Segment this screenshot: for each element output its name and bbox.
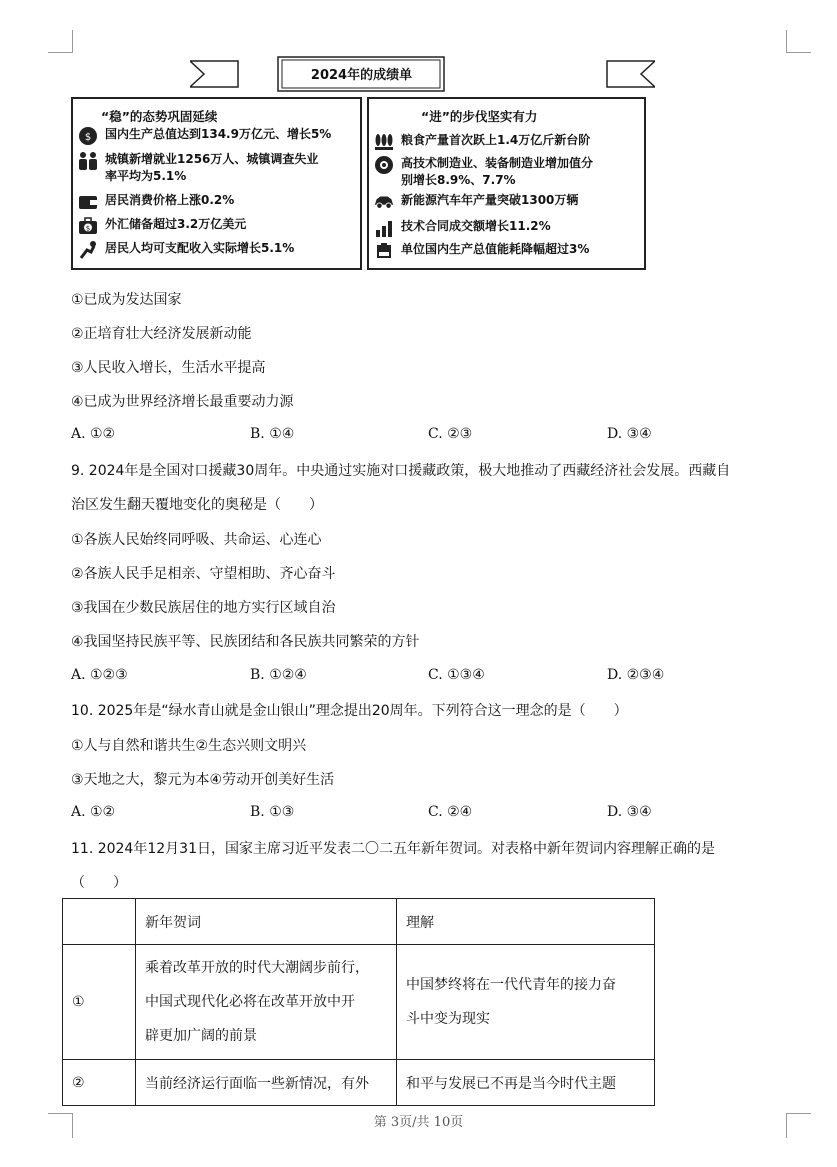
speech-cell: 乘着改革开放的时代大潮阔步前行， 中国式现代化必将在改革开放中开 辟更加广阔的前景 bbox=[136, 945, 397, 1060]
statement: ③我国在少数民族居住的地方实行区域自治 bbox=[71, 600, 336, 616]
statement: ③天地之大，黎元为本④劳动开创美好生活 bbox=[71, 772, 335, 788]
people-icon bbox=[77, 151, 99, 171]
statement: ①人与自然和谐共生②生态兴则文明兴 bbox=[71, 738, 307, 754]
statement: ④已成为世界经济增长最重要动力源 bbox=[71, 394, 294, 410]
table-header-row bbox=[63, 899, 655, 945]
list-item: 居民消费价格上涨0.2% bbox=[77, 192, 234, 212]
dollar-briefcase-icon bbox=[77, 216, 99, 236]
list-item: 新能源汽车年产量突破1300万辆 bbox=[373, 192, 578, 212]
grain-icon bbox=[373, 132, 395, 152]
banner-title: 2024年的成绩单 bbox=[310, 67, 413, 83]
option-b[interactable]: B. ①③ bbox=[250, 804, 295, 820]
table-header: 新年贺词 bbox=[136, 899, 397, 945]
gear-chip-icon bbox=[373, 155, 395, 175]
list-item: $ 外汇储备超过3.2万亿美元 bbox=[77, 216, 246, 236]
option-a[interactable]: A. ①②③ bbox=[71, 667, 128, 683]
row-number: ② bbox=[63, 1060, 136, 1106]
bar-chart-icon bbox=[373, 218, 395, 238]
speech-cell: 当前经济运行面临一些新情况，有外 bbox=[136, 1060, 397, 1106]
table-header: 理解 bbox=[397, 899, 655, 945]
option-c[interactable]: C. ①③④ bbox=[428, 667, 485, 683]
list-item: 居民人均可支配收入实际增长5.1% bbox=[77, 240, 294, 260]
question-stem: （ ） bbox=[71, 875, 127, 891]
list-item: $ 国内生产总值达到134.9万亿元、增长5% bbox=[77, 126, 331, 146]
row-number: ① bbox=[63, 945, 136, 1060]
page-number: 第 3页/共 10页 bbox=[373, 1115, 464, 1130]
statement: ①已成为发达国家 bbox=[71, 292, 182, 308]
table-header bbox=[63, 899, 136, 945]
option-a[interactable]: A. ①② bbox=[71, 426, 116, 442]
statement: ③人民收入增长，生活水平提高 bbox=[71, 360, 266, 376]
table-row bbox=[63, 1060, 655, 1106]
question-stem: 11. 2024年12月31日，国家主席习近平发表二〇二五年新年贺词。对表格中新年贺词内容理解正确的是 bbox=[71, 841, 715, 857]
crop-mark-top-left bbox=[48, 30, 73, 53]
question-stem: 10. 2025年是“绿水青山就是金山银山”理念提出20周年。下列符合这一理念的是（ ） bbox=[71, 703, 628, 719]
svg-text:$: $ bbox=[84, 132, 92, 143]
list-item: 技术合同成交额增长11.2% bbox=[373, 218, 551, 238]
option-d[interactable]: D. ②③④ bbox=[607, 667, 665, 683]
list-item: 粮食产量首次跃上1.4万亿斤新台阶 bbox=[373, 132, 590, 152]
list-item: 城镇新增就业1256万人、城镇调查失业 率平均为5.1% bbox=[77, 151, 318, 185]
option-c[interactable]: C. ②③ bbox=[428, 426, 473, 442]
panel-stability bbox=[71, 97, 362, 270]
panel-heading: “稳”的态势巩固延续 bbox=[101, 109, 218, 124]
option-c[interactable]: C. ②④ bbox=[428, 804, 473, 820]
statement: ②各族人民手足相亲、守望相助、齐心奋斗 bbox=[71, 566, 336, 582]
option-b[interactable]: B. ①②④ bbox=[250, 667, 307, 683]
panel-heading: “进”的步伐坚实有力 bbox=[421, 109, 538, 124]
option-b[interactable]: B. ①④ bbox=[250, 426, 295, 442]
question-stem: 9. 2024年是全国对口援藏30周年。中央通过实施对口援藏政策，极大地推动了西藏经济社会发展。西藏自 bbox=[71, 463, 731, 479]
table-row bbox=[63, 945, 655, 1060]
svg-text:$: $ bbox=[85, 224, 91, 233]
list-item: 高技术制造业、装备制造业增加值分 别增长8.9%、7.7% bbox=[373, 155, 593, 189]
crop-mark-top-right bbox=[786, 30, 811, 53]
speech-table bbox=[62, 898, 655, 1106]
statement: ②正培育壮大经济发展新动能 bbox=[71, 326, 252, 342]
wallet-icon bbox=[77, 192, 99, 212]
car-icon bbox=[373, 192, 395, 212]
panel-progress bbox=[367, 97, 646, 270]
understanding-cell: 和平与发展已不再是当今时代主题 bbox=[397, 1060, 655, 1106]
understanding-cell: 中国梦终将在一代代青年的接力奋 斗中变为现实 bbox=[397, 945, 655, 1060]
statement: ①各族人民始终同呼吸、共命运、心连心 bbox=[71, 532, 322, 548]
battery-icon bbox=[373, 241, 395, 261]
option-a[interactable]: A. ①② bbox=[71, 804, 116, 820]
option-d[interactable]: D. ③④ bbox=[607, 426, 652, 442]
list-item: 单位国内生产总值能耗降幅超过3% bbox=[373, 241, 589, 261]
statement: ④我国坚持民族平等、民族团结和各民族共同繁荣的方针 bbox=[71, 634, 420, 650]
question-stem: 治区发生翻天覆地变化的奥秘是（ ） bbox=[71, 497, 323, 513]
option-d[interactable]: D. ③④ bbox=[607, 804, 652, 820]
hand-money-icon bbox=[77, 240, 99, 260]
gdp-coin-icon bbox=[77, 126, 99, 146]
